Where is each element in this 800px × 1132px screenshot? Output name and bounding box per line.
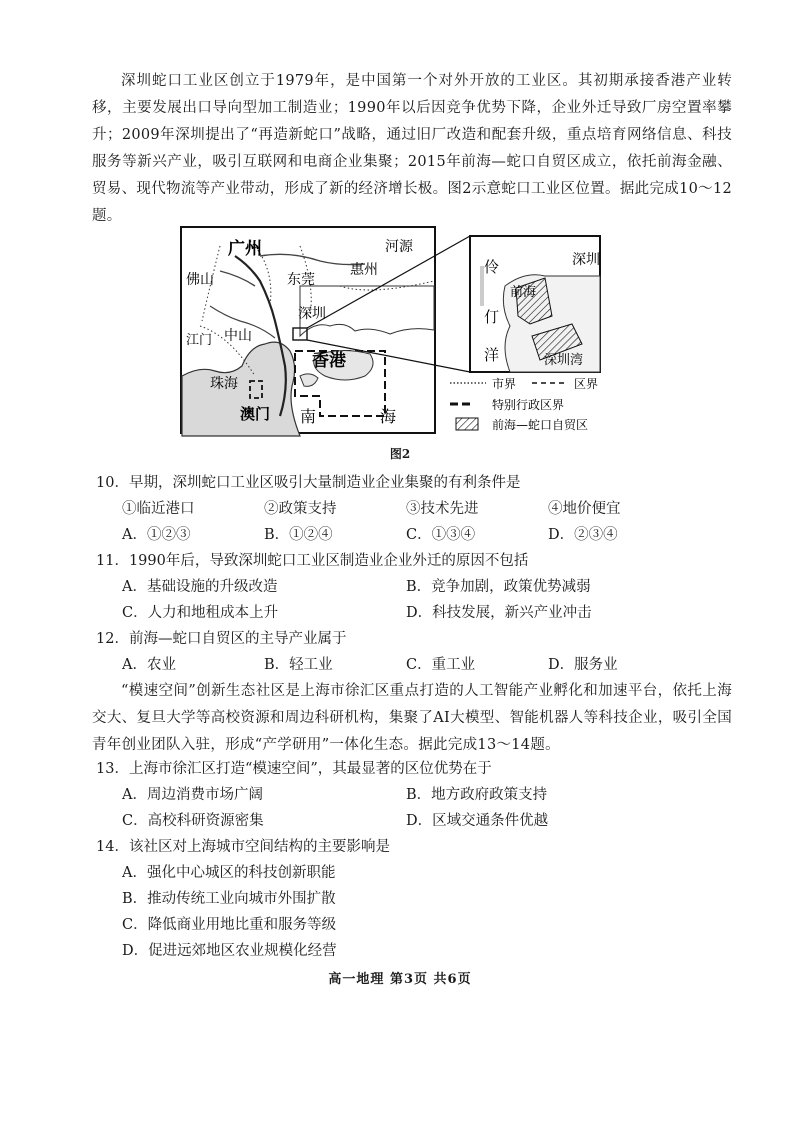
label-dongguan: 东莞 [287, 272, 315, 288]
label-macau: 澳门 [240, 405, 271, 423]
figure-caption: 图2 [389, 447, 411, 461]
label-jiangmen: 江门 [186, 333, 213, 348]
question-14-stem: 14．该社区对上海城市空间结构的主要影响是 [96, 839, 390, 855]
page-footer: 高一地理 第3页 共6页 [328, 972, 472, 987]
condition-2: ②政策支持 [264, 501, 337, 517]
option-b[interactable]: B．①②④ [264, 527, 333, 543]
option-d[interactable]: D．②③④ [548, 527, 618, 543]
option-d[interactable]: D．促进远郊地区农业规模化经营 [122, 943, 337, 959]
legend-city-boundary: 市界 [492, 377, 517, 391]
option-b[interactable]: B．轻工业 [264, 657, 333, 673]
condition-4: ④地价便宜 [548, 501, 621, 517]
label-hongkong: 香港 [312, 351, 346, 371]
question-14-options [122, 860, 742, 964]
option-a[interactable]: A．①②③ [122, 527, 191, 543]
option-b[interactable]: B．地方政府政策支持 [406, 787, 548, 803]
label-zhuhai: 珠海 [210, 376, 238, 392]
question-10-conditions [122, 496, 742, 522]
question-11-options [122, 574, 742, 626]
inset-label-ling: 伶 [484, 258, 500, 276]
question-10-stem: 10．早期，深圳蛇口工业区吸引大量制造业企业集聚的有利条件是 [96, 475, 521, 491]
question-13-options [122, 782, 742, 834]
inset-label-shenzhen: 深圳 [572, 252, 600, 268]
option-d[interactable]: D．服务业 [548, 657, 618, 673]
legend-sar-boundary: 特别行政区界 [492, 398, 565, 412]
option-c[interactable]: C．重工业 [406, 657, 476, 673]
option-d[interactable]: D．区域交通条件优越 [406, 813, 549, 829]
label-foshan: 佛山 [186, 272, 214, 288]
label-zhongshan: 中山 [224, 328, 252, 344]
option-a[interactable]: A．强化中心城区的科技创新职能 [122, 865, 336, 881]
legend-district-boundary: 区界 [574, 377, 599, 391]
label-hai: 海 [380, 407, 397, 426]
inset-label-yang: 洋 [484, 346, 500, 364]
label-heyuan: 河源 [385, 239, 413, 255]
label-nan: 南 [300, 407, 317, 426]
figure-2-map [180, 226, 618, 440]
legend-ftz: 前海—蛇口自贸区 [492, 418, 589, 432]
question-12-stem: 12．前海—蛇口自贸区的主导产业属于 [96, 631, 347, 647]
question-13-stem: 13．上海市徐汇区打造“模速空间”，其最显著的区位优势在于 [96, 761, 492, 777]
condition-3: ③技术先进 [406, 501, 479, 517]
option-a[interactable]: A．周边消费市场广阔 [122, 787, 263, 803]
inset-label-ding: 仃 [484, 308, 500, 326]
inset-label-qianhai: 前海 [510, 285, 537, 300]
option-d[interactable]: D．科技发展，新兴产业冲击 [406, 605, 592, 621]
label-huizhou: 惠州 [350, 262, 378, 278]
inset-label-bay: 深圳湾 [544, 353, 584, 368]
intro-passage-2: “模速空间”创新生态社区是上海市徐汇区重点打造的人工智能产业孵化和加速平台，依托上海交大、复旦大学等高校资源和周边科研机构，集聚了AI大模型、智能机器人等科技企业，吸引全国青年创业团队入驻，形成“产学研用”一体化生态。据此完成13～14题。 [92, 683, 732, 753]
option-c[interactable]: C．高校科研资源密集 [122, 813, 264, 829]
label-guangzhou: 广州 [228, 239, 262, 259]
option-b[interactable]: B．竞争加剧，政策优势减弱 [406, 579, 591, 595]
intro-passage-1: 深圳蛇口工业区创立于1979年，是中国第一个对外开放的工业区。其初期承接香港产业转移，主要发展出口导向型加工制造业；1990年以后因竞争优势下降，企业外迁导致厂房空置率攀升；2009年深圳提出了“再造新蛇口”战略，通过旧厂改造和配套升级，重点培育网络信息、科技服务等新兴产业，吸引互联网和电商企业集聚；2015年前海—蛇口自贸区成立，依托前海金融、贸易、现代物流等产业带动，形成了新的经济增长极。图2示意蛇口工业区位置。据此完成10～12题。 [92, 73, 732, 224]
option-b[interactable]: B．推动传统工业向城市外围扩散 [122, 891, 336, 907]
option-a[interactable]: A．基础设施的升级改造 [122, 579, 278, 595]
option-c[interactable]: C．降低商业用地比重和服务等级 [122, 917, 337, 933]
question-10-options [122, 522, 742, 548]
option-c[interactable]: C．①③④ [406, 527, 476, 543]
label-shenzhen: 深圳 [298, 306, 326, 322]
question-11-stem: 11．1990年后，导致深圳蛇口工业区制造业企业外迁的原因不包括 [96, 553, 529, 569]
question-12-options [122, 652, 742, 678]
condition-1: ①临近港口 [122, 501, 195, 517]
option-a[interactable]: A．农业 [122, 657, 176, 673]
option-c[interactable]: C．人力和地租成本上升 [122, 605, 279, 621]
